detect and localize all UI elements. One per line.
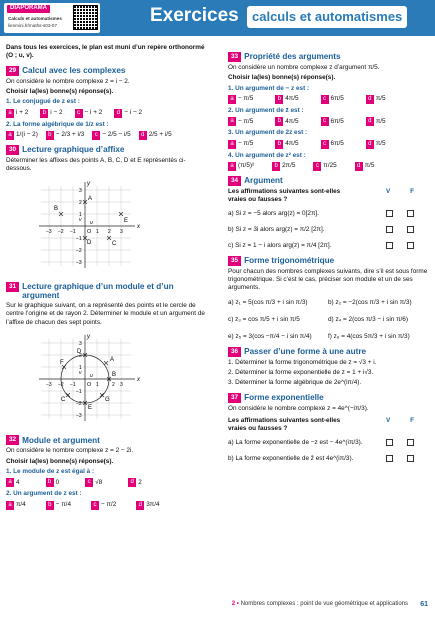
exercise-instruction: Choisir la(les) bonne(s) réponse(s). [228, 74, 336, 82]
option-d[interactable]: d − i − 2 [114, 109, 142, 118]
exercise-line: On considère un nombre complexe z d’argument π/5. [228, 64, 380, 71]
exercise-title: Argument [244, 176, 283, 186]
option-a[interactable]: a 1/(i − 2) [6, 131, 38, 140]
option-b[interactable]: b 4π/5 [275, 140, 298, 149]
option-b[interactable]: b i − 2 [40, 109, 62, 118]
exercise-number: 35 [228, 256, 241, 266]
exercise-text: Pour chacun des nombres complexes suivants, dire s’il est sous forme trigonométrique. Si c’est le cas, préciser son module et un de ses arguments. [228, 267, 428, 292]
exercise-line: On considère le nombre complexe z = 2 − 2i. [6, 447, 134, 455]
option-c[interactable]: c − 2/5 − i/5 [92, 131, 130, 140]
point-F: F [60, 359, 64, 366]
exercise-title: Propriété des arguments [244, 52, 341, 62]
option-a[interactable]: a 4 [6, 478, 20, 487]
checkbox-true[interactable] [386, 226, 393, 233]
option-c[interactable]: c 6π/5 [321, 95, 344, 104]
option-c[interactable]: c π/25 [313, 162, 336, 171]
chapter-number: 2 [231, 601, 236, 607]
item-c: c) z₃ = cos π/5 + i sin π/5 [228, 315, 300, 323]
statement: a) Si z = −5 alors arg(z) = 0[2π]. [228, 209, 319, 217]
question: 4. Un argument de z² est : [228, 151, 306, 159]
svg-text:1: 1 [79, 364, 82, 371]
question: 1. Le module de z est égal à : [6, 467, 95, 475]
point-G: G [105, 396, 110, 403]
axis-x-label: x [137, 223, 140, 230]
axis-y-label: y [87, 180, 90, 187]
svg-text:−3: −3 [76, 412, 82, 419]
graph-affixes [36, 178, 146, 272]
right-column [228, 44, 428, 463]
question: 1. Un argument de − z est : [228, 84, 310, 92]
exercise-number: 37 [228, 393, 241, 403]
point-B: B [112, 371, 117, 378]
svg-text:2: 2 [79, 199, 82, 206]
exercise-30 [6, 145, 210, 277]
exercise-31 [6, 282, 210, 430]
option-a[interactable]: a − π/5 [228, 95, 253, 104]
option-d[interactable]: d π/5 [366, 140, 386, 149]
diaporama-label: DIAPORAMA [7, 5, 50, 13]
point-E: E [88, 404, 93, 411]
question: 2. La forme algébrique de 1/z est : [6, 120, 109, 128]
svg-text:3: 3 [79, 187, 82, 194]
svg-text:v: v [79, 369, 82, 376]
exercise-title: Module et argument [22, 435, 100, 445]
badge-line-2[interactable]: lienmini.fr/maths-s03-07 [8, 23, 58, 28]
option-c[interactable]: c √8 [85, 478, 102, 487]
option-b[interactable]: b − 2/3 + i/3 [46, 131, 84, 140]
item-f: f) z₆ = 4(cos 5π/3 + i sin π/3) [328, 333, 410, 341]
question: 3. Un argument de 2z est : [228, 129, 308, 137]
checkbox-true[interactable] [386, 439, 393, 446]
exercise-32 [6, 435, 210, 509]
option-d[interactable]: d 2 [128, 478, 142, 487]
checkbox-false[interactable] [407, 439, 414, 446]
point-C: C [61, 396, 66, 403]
option-c[interactable]: c 6π/5 [321, 140, 344, 149]
question: 2. Déterminer la forme exponentielle de z = 1 + i√3. [228, 368, 374, 376]
exercise-number: 33 [228, 52, 241, 62]
svg-text:u: u [90, 219, 93, 226]
false-header: F [410, 416, 414, 424]
graph-circle [36, 331, 146, 425]
svg-text:2: 2 [112, 381, 115, 388]
exercise-line: On considère le nombre complexe z = 4e^(−iπ/3). [228, 404, 369, 412]
option-a[interactable]: a − π/5 [228, 140, 253, 149]
checkbox-true[interactable] [386, 242, 393, 249]
false-header: F [410, 187, 414, 195]
svg-text:1: 1 [79, 211, 82, 218]
exercise-text: Sur le graphique suivant, on a représenté des points et le cercle de centre l’origine et de rayon 2. Déterminer le module et un argument de l’affixe de chacun des sept points. [6, 301, 205, 326]
statement: a) La forme exponentielle de −z est − 4e^(iπ/3). [228, 438, 363, 446]
checkbox-false[interactable] [407, 226, 414, 233]
svg-text:−3: −3 [76, 259, 82, 266]
svg-text:−2: −2 [76, 400, 82, 407]
exercise-number: 32 [6, 435, 19, 445]
exercise-36 [228, 347, 428, 388]
svg-text:−1: −1 [70, 381, 76, 388]
true-header: V [386, 416, 391, 424]
option-c[interactable]: c − π/2 [91, 501, 116, 510]
svg-text:v: v [79, 216, 82, 223]
exercise-number: 36 [228, 347, 241, 357]
option-b[interactable]: b 4π/5 [275, 95, 298, 104]
true-header: V [386, 187, 391, 195]
exercise-29 [6, 66, 210, 140]
point-A: A [88, 195, 93, 202]
true-false-lead: Les affirmations suivantes sont-elles vraies ou fausses ? [228, 187, 341, 204]
separator-icon: • [236, 601, 239, 607]
exercise-33 [228, 52, 428, 171]
item-e: e) z₅ = 3(cos −π/4 − i sin π/4) [228, 333, 312, 341]
left-column [6, 44, 210, 513]
question: 2. Un argument de z̄ est : [228, 106, 304, 114]
statement: b) Si z = 3i alors arg(z) = π/2 [2π]. [228, 225, 325, 233]
option-b[interactable]: b 0 [46, 478, 60, 487]
svg-text:−1: −1 [76, 235, 82, 242]
exercise-35 [228, 256, 428, 342]
option-d[interactable]: d π/5 [366, 117, 386, 126]
exercise-title: Lecture graphique d’un module et d’un argument [22, 281, 174, 300]
diaporama-badge[interactable] [4, 3, 100, 33]
point-D: D [87, 239, 92, 246]
intro-text: Dans tous les exercices, le plan est muni d’un repère orthonormé (O ; u, v). [6, 44, 205, 60]
exercise-instruction: Choisir la(les) bonne(s) réponse(s). [6, 457, 114, 465]
true-false-lead: Les affirmations suivantes sont-elles vraies ou fausses ? [228, 416, 341, 433]
statement: c) Si z = 1 − i alors arg(z) = π/4 [2π]. [228, 242, 332, 250]
option-d[interactable]: d π/5 [355, 162, 375, 171]
item-d: d) z₄ = 2(cos π/3 − i sin π/6) [328, 315, 408, 323]
checkbox-false[interactable] [407, 210, 414, 217]
exercise-number: 30 [6, 145, 19, 155]
question: 2. Un argument de z est : [6, 490, 82, 498]
page-subtitle: calculs et automatismes [247, 6, 407, 28]
page-number: 61 [420, 601, 428, 608]
exercise-37 [228, 393, 428, 464]
option-b[interactable]: b − π/4 [46, 501, 71, 510]
question: 1. Déterminer la forme trigonométrique de z = √3 + i. [228, 358, 377, 366]
item-b: b) z₂ = −2(cos π/3 + i sin π/3) [328, 298, 412, 306]
option-b[interactable]: b 4π/5 [275, 117, 298, 126]
option-a[interactable]: a i + 2 [6, 109, 28, 118]
axis-x-label: x [137, 376, 140, 383]
svg-text:−2: −2 [58, 228, 64, 235]
checkbox-true[interactable] [386, 210, 393, 217]
option-c[interactable]: c 6π/5 [321, 117, 344, 126]
checkbox-true[interactable] [386, 455, 393, 462]
qr-code-icon[interactable] [74, 6, 97, 29]
option-a[interactable]: a (π/5)² [228, 162, 254, 171]
option-a[interactable]: a π/4 [6, 501, 26, 510]
axis-y-label: y [87, 333, 90, 340]
exercise-instruction: Choisir la(les) bonne(s) réponse(s). [6, 87, 114, 95]
option-c[interactable]: c − i + 2 [75, 109, 103, 118]
badge-line-1: Calculs et automatismes [8, 16, 62, 21]
item-a: a) z₁ = 5(cos π/3 + i sin π/3) [228, 298, 308, 306]
svg-text:−1: −1 [76, 388, 82, 395]
svg-text:3: 3 [120, 381, 123, 388]
svg-text:3: 3 [120, 228, 123, 235]
svg-text:−2: −2 [58, 381, 64, 388]
svg-text:u: u [90, 372, 93, 379]
exercise-number: 29 [6, 66, 19, 76]
question: 1. Le conjugué de z est : [6, 98, 80, 106]
exercise-line: On considère le nombre complexe z = i − 2. [6, 77, 130, 85]
statement: b) La forme exponentielle de z̄ est 4e^(iπ/3). [228, 454, 354, 462]
footer-text: Nombres complexes : point de vue géométrique et applications [240, 601, 408, 607]
svg-text:1: 1 [96, 228, 99, 235]
exercise-title: Forme trigonométrique [244, 256, 335, 266]
svg-text:O: O [87, 228, 92, 235]
svg-text:−1: −1 [70, 228, 76, 235]
point-D: D [77, 348, 82, 355]
option-d[interactable]: d 3π/4 [136, 501, 159, 510]
page-title: Exercices [150, 5, 239, 26]
exercise-title: Forme exponentielle [244, 393, 324, 403]
exercise-text: Déterminer les affixes des points A, B, C, D et E représentés ci-dessous. [6, 156, 186, 173]
svg-text:2: 2 [79, 352, 82, 359]
checkbox-false[interactable] [407, 455, 414, 462]
point-C: C [112, 240, 117, 247]
option-a[interactable]: a − π/5 [228, 117, 253, 126]
svg-text:1: 1 [96, 381, 99, 388]
exercise-number: 31 [6, 282, 19, 292]
point-E: E [124, 217, 129, 224]
question: 3. Déterminer la forme algébrique de 2e^(iπ/4). [228, 379, 362, 387]
page-footer [0, 600, 435, 612]
page-header [0, 0, 435, 36]
svg-text:−3: −3 [46, 228, 52, 235]
svg-text:−2: −2 [76, 247, 82, 254]
option-b[interactable]: b 2π/5 [272, 162, 295, 171]
option-d[interactable]: d π/5 [366, 95, 386, 104]
point-A: A [110, 356, 115, 363]
exercise-34 [228, 176, 428, 251]
exercise-title: Passer d’une forme à une autre [244, 347, 367, 357]
point-B: B [54, 205, 59, 212]
checkbox-false[interactable] [407, 242, 414, 249]
option-d[interactable]: d 2/5 + i/5 [139, 131, 172, 140]
svg-text:−3: −3 [46, 381, 52, 388]
svg-text:2: 2 [108, 228, 111, 235]
exercise-title: Calcul avec les complexes [22, 66, 126, 76]
exercise-title: Lecture graphique d’affixe [22, 145, 125, 155]
svg-text:O: O [87, 381, 92, 388]
exercise-number: 34 [228, 176, 241, 186]
svg-text:3: 3 [79, 340, 82, 347]
